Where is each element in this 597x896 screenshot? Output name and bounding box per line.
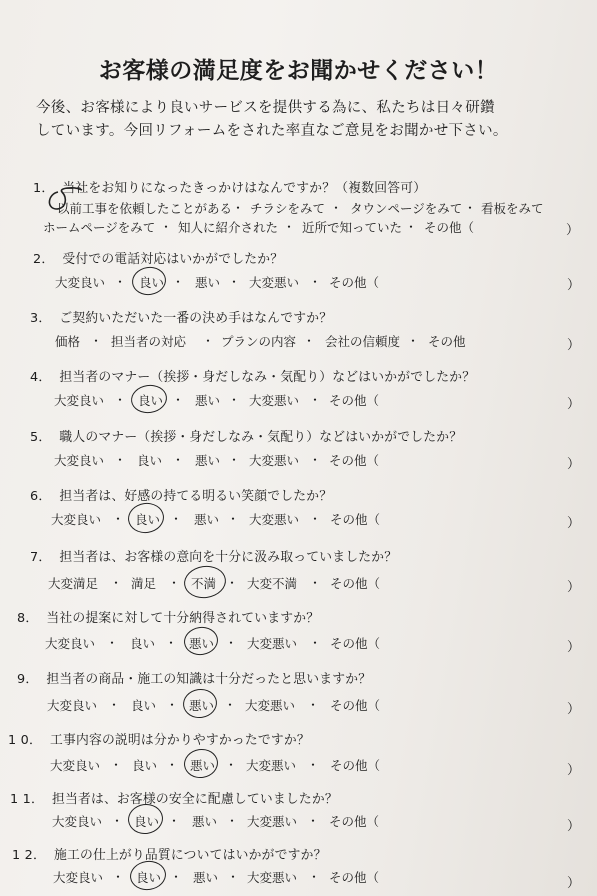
option-very-good[interactable]: 大変良い (53, 870, 104, 885)
option-good[interactable]: 良い (135, 512, 161, 527)
option-bad[interactable]: 悪い (195, 275, 221, 290)
question-text: 担当者の商品・施工の知識は十分だったと思いますか？ (46, 672, 372, 687)
option-bad[interactable]: 悪い (190, 758, 216, 773)
question-number: 8． (17, 611, 39, 626)
handwritten-check-mark (44, 178, 94, 218)
question-number: 1 1． (10, 792, 44, 807)
option-very-good[interactable]: 大変良い (52, 814, 103, 829)
question-5 (30, 426, 462, 445)
separator-dot: ・ (170, 870, 183, 884)
paren-close: ） (567, 278, 581, 293)
option-good[interactable]: 良い (134, 814, 160, 829)
option-good[interactable]: 良い (137, 453, 163, 468)
separator-dot: ・ (114, 453, 127, 467)
question-text: 施工の仕上がり品質についてはいかがですか？ (53, 848, 327, 863)
separator-dot: ・ (330, 201, 343, 215)
separator-dot: ・ (168, 576, 181, 590)
option-other[interactable]: その他（ (330, 512, 381, 527)
separator-dot: ・ (166, 758, 179, 772)
option-bad[interactable]: 悪い (194, 512, 220, 527)
paren-close: ） (567, 516, 581, 531)
question-text: 当社をお知りになったきっかけはなんですか？（複数回答可） (62, 181, 427, 196)
option-very-bad[interactable]: 大変悪い (247, 870, 298, 885)
answer-circle (126, 501, 166, 536)
option-reliability[interactable]: 会社の信頼度 (325, 334, 401, 349)
option-good[interactable]: 良い (138, 393, 164, 408)
separator-dot: ・ (307, 814, 320, 828)
separator-dot: ・ (106, 636, 119, 650)
option-very-good[interactable]: 大変良い (50, 758, 101, 773)
option-signboard[interactable]: 看板をみて (481, 201, 544, 216)
separator-dot: ・ (170, 512, 183, 526)
separator-dot: ・ (224, 698, 237, 712)
separator-dot: ・ (202, 334, 215, 348)
separator-dot: ・ (303, 334, 316, 348)
paren-close: ） (567, 819, 581, 834)
separator-dot: ・ (309, 453, 322, 467)
question-number: 5． (30, 430, 52, 445)
question-7 (30, 546, 397, 565)
option-other[interactable]: その他（ (329, 275, 380, 290)
question-number: 1 0． (8, 733, 42, 748)
question-text: 職人のマナー（挨拶・身だしなみ・気配り）などはいかがでしたか？ (59, 430, 463, 445)
option-bad[interactable]: 悪い (192, 814, 218, 829)
separator-dot: ・ (309, 576, 322, 590)
option-very-satisfied[interactable]: 大変満足 (48, 576, 99, 591)
option-very-bad[interactable]: 大変悪い (245, 698, 296, 713)
question-number: 9． (17, 672, 39, 687)
separator-dot: ・ (228, 453, 241, 467)
option-other[interactable]: その他（ (330, 758, 381, 773)
option-very-bad[interactable]: 大変悪い (249, 275, 300, 290)
answer-circle (129, 383, 169, 416)
option-satisfied[interactable]: 満足 (131, 576, 157, 591)
question-4 (30, 366, 475, 385)
option-very-good[interactable]: 大変良い (55, 275, 106, 290)
separator-dot: ・ (226, 814, 239, 828)
question-3 (30, 307, 332, 326)
question-number: 4． (30, 370, 52, 385)
separator-dot: ・ (309, 393, 322, 407)
option-townpage[interactable]: タウンページをみて (350, 201, 463, 216)
separator-dot: ・ (307, 758, 320, 772)
separator-dot: ・ (309, 275, 322, 289)
separator-dot: ・ (227, 870, 240, 884)
separator-dot: ・ (225, 758, 238, 772)
option-other[interactable]: その他（ (329, 393, 380, 408)
question-number: 1． (33, 181, 55, 196)
answer-circle (130, 265, 168, 297)
question-text: 担当者のマナー（挨拶・身だしなみ・気配り）などはいかがでしたか？ (59, 370, 476, 385)
option-referral[interactable]: 知人に紹介された (178, 220, 279, 235)
paren-close: ） (567, 640, 581, 655)
option-homepage[interactable]: ホームページをみて (43, 220, 156, 235)
separator-dot: ・ (172, 275, 185, 289)
question-12 (12, 844, 327, 863)
option-bad[interactable]: 悪い (189, 698, 215, 713)
page-title: お客様の満足度をお聞かせください！ (98, 58, 499, 84)
question-6 (30, 485, 332, 504)
paren-close: ） (567, 876, 581, 891)
option-very-good[interactable]: 大変良い (45, 636, 96, 651)
question-number: 2． (33, 252, 55, 267)
option-good[interactable]: 良い (139, 275, 165, 290)
option-dissatisfied[interactable]: 不満 (191, 576, 217, 591)
separator-dot: ・ (108, 698, 121, 712)
paren-close: ） (567, 338, 581, 353)
option-very-bad[interactable]: 大変悪い (246, 758, 297, 773)
separator-dot: ・ (114, 393, 127, 407)
question-number: 7． (30, 550, 52, 565)
separator-dot: ・ (165, 636, 178, 650)
option-very-bad[interactable]: 大変悪い (249, 512, 300, 527)
question-8 (17, 607, 319, 626)
option-very-dissatisfied[interactable]: 大変不満 (247, 576, 298, 591)
separator-dot: ・ (110, 576, 123, 590)
separator-dot: ・ (309, 636, 322, 650)
intro-line-1: 今後、お客様により良いサービスを提供する為に、私たちは日々研鑽 (36, 100, 495, 116)
separator-dot: ・ (112, 870, 125, 884)
question-text: 担当者は、お客様の意向を十分に汲み取っていましたか？ (59, 550, 398, 565)
option-other[interactable]: その他（ (424, 220, 475, 235)
option-good[interactable]: 良い (136, 870, 162, 885)
question-text: ご契約いただいた一番の決め手はなんですか？ (59, 311, 333, 326)
separator-dot: ・ (160, 220, 173, 234)
option-other[interactable]: その他（ (329, 453, 380, 468)
answer-circle (182, 625, 220, 657)
question-10 (8, 729, 310, 748)
option-plan[interactable]: プランの内容 (221, 334, 297, 349)
option-other[interactable]: その他（ (329, 814, 380, 829)
option-neighborhood[interactable]: 近所で知っていた (302, 220, 403, 235)
option-very-bad[interactable]: 大変悪い (247, 814, 298, 829)
option-other[interactable]: その他（ (330, 698, 381, 713)
separator-dot: ・ (308, 870, 321, 884)
option-staff-response[interactable]: 担当者の対応 (111, 334, 187, 349)
question-number: 6． (30, 489, 52, 504)
separator-dot: ・ (309, 512, 322, 526)
option-good[interactable]: 良い (132, 758, 158, 773)
question-number: 1 2． (12, 848, 46, 863)
option-bad[interactable]: 悪い (189, 636, 215, 651)
separator-dot: ・ (228, 275, 241, 289)
option-bad[interactable]: 悪い (195, 453, 221, 468)
option-very-good[interactable]: 大変良い (47, 698, 98, 713)
question-number: 3． (30, 311, 52, 326)
intro-line-2: しています。今回リフォームをされた率直なご意見をお聞かせ下さい。 (36, 123, 508, 139)
option-bad[interactable]: 悪い (195, 393, 221, 408)
question-text: 担当者は、お客様の安全に配慮していましたか？ (51, 792, 338, 807)
separator-dot: ・ (405, 220, 418, 234)
option-price[interactable]: 価格 (55, 334, 81, 349)
paren-close: ） (567, 580, 581, 595)
option-very-bad[interactable]: 大変悪い (249, 453, 300, 468)
separator-dot: ・ (172, 453, 185, 467)
answer-circle (182, 747, 220, 780)
paren-close: ） (567, 763, 581, 778)
option-very-bad[interactable]: 大変悪い (249, 393, 300, 408)
separator-dot: ・ (114, 275, 127, 289)
option-very-good[interactable]: 大変良い (54, 453, 105, 468)
option-other[interactable]: その他（ (330, 636, 381, 651)
question-text: 工事内容の説明は分かりやすかったですか？ (49, 733, 310, 748)
option-previous-work[interactable]: 以前工事を依頼したことがある (57, 201, 233, 216)
paren-close: ） (567, 457, 581, 472)
question-11 (10, 788, 338, 807)
paren-close: ） (567, 702, 581, 717)
separator-dot: ・ (111, 814, 124, 828)
option-flyer[interactable]: チラシをみて (250, 201, 326, 216)
separator-dot: ・ (227, 512, 240, 526)
option-very-good[interactable]: 大変良い (54, 393, 105, 408)
paren-close: ） (567, 397, 581, 412)
question-text: 当社の提案に対して十分納得されていますか？ (46, 611, 320, 626)
separator-dot: ・ (232, 201, 245, 215)
separator-dot: ・ (172, 393, 185, 407)
option-very-bad[interactable]: 大変悪い (247, 636, 298, 651)
question-9 (17, 668, 371, 687)
answer-circle (181, 687, 219, 720)
option-other[interactable]: その他 (428, 334, 466, 349)
option-good[interactable]: 良い (131, 698, 157, 713)
separator-dot: ・ (110, 758, 123, 772)
option-other[interactable]: その他（ (329, 870, 380, 885)
answer-circle (182, 563, 228, 601)
separator-dot: ・ (228, 393, 241, 407)
separator-dot: ・ (407, 334, 420, 348)
answer-circle (128, 859, 168, 893)
separator-dot: ・ (226, 576, 239, 590)
separator-dot: ・ (283, 220, 296, 234)
separator-dot: ・ (307, 698, 320, 712)
question-2 (33, 248, 283, 267)
paren-close: ） (566, 223, 580, 238)
separator-dot: ・ (168, 814, 181, 828)
separator-dot: ・ (464, 201, 477, 215)
separator-dot: ・ (225, 636, 238, 650)
question-text: 受付での電話対応はいかがでしたか？ (62, 252, 284, 267)
separator-dot: ・ (90, 334, 103, 348)
separator-dot: ・ (112, 512, 125, 526)
separator-dot: ・ (166, 698, 179, 712)
question-text: 担当者は、好感の持てる明るい笑顔でしたか？ (59, 489, 333, 504)
option-bad[interactable]: 悪い (193, 870, 219, 885)
option-very-good[interactable]: 大変良い (51, 512, 102, 527)
option-other[interactable]: その他（ (330, 576, 381, 591)
option-good[interactable]: 良い (130, 636, 156, 651)
